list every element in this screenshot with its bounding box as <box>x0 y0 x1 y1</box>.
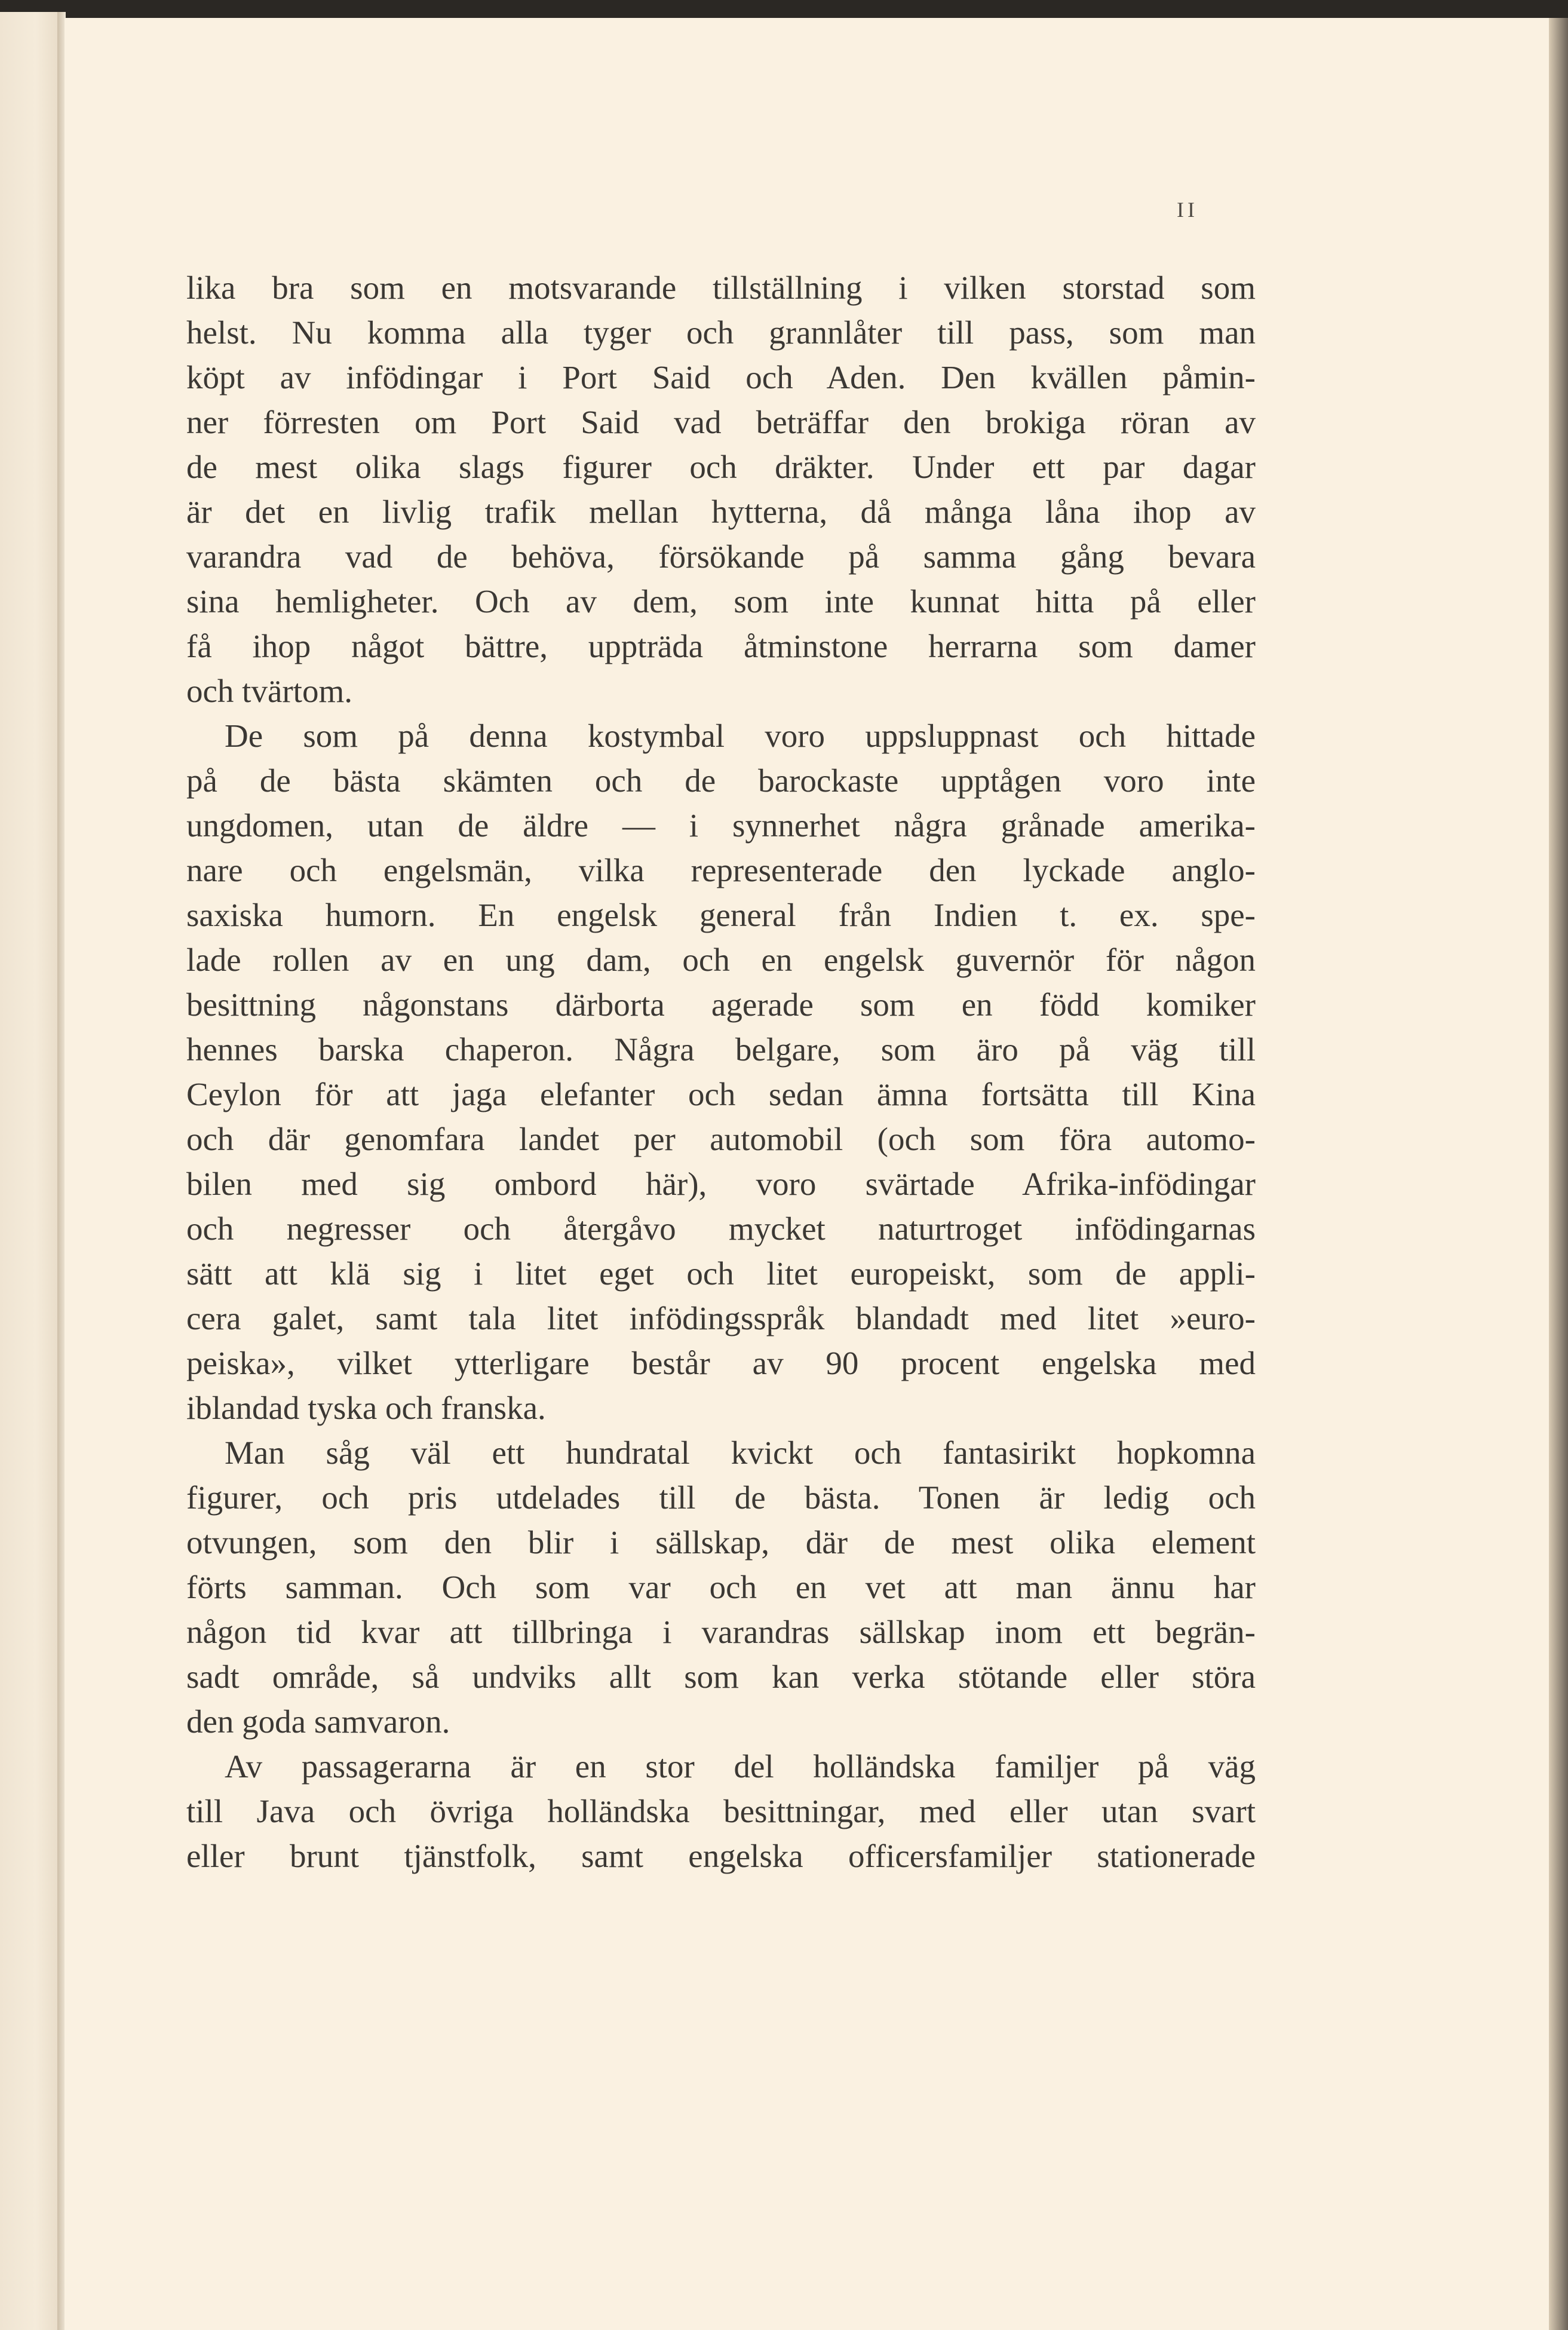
text-line: förts samman. Och som var och en vet att man ännu har <box>186 1569 1256 1605</box>
text-line: besittning någonstans därborta agerade som en född komiker <box>186 986 1256 1023</box>
text-line: lade rollen av en ung dam, och en engelsk guvernör för någon <box>186 942 1256 978</box>
text-line: Man såg väl ett hundratal kvickt och fantasirikt hopkomna <box>225 1434 1256 1471</box>
text-line: sina hemligheter. Och av dem, som inte kunnat hitta på eller <box>186 583 1256 620</box>
text-line: Av passagerarna är en stor del holländska familjer på väg <box>225 1748 1256 1785</box>
page-edge-shadow <box>1549 18 1568 2330</box>
text-line: cera galet, samt tala litet infödingsspråk blandadt med litet »euro- <box>186 1300 1256 1336</box>
text-line: De som på denna kostymbal voro uppsluppnast och hittade <box>225 718 1256 754</box>
text-line: är det en livlig trafik mellan hytterna, då många låna ihop av <box>186 493 1256 530</box>
text-line: köpt av infödingar i Port Said och Aden. Den kvällen påmin- <box>186 359 1256 396</box>
text-line: och där genomfara landet per automobil (och som föra automo- <box>186 1121 1256 1157</box>
text-line: iblandad tyska och franska. <box>186 1390 546 1426</box>
text-line: till Java och övriga holländska besittningar, med eller utan svart <box>186 1793 1256 1829</box>
text-line: ungdomen, utan de äldre — i synnerhet några grånade amerika- <box>186 807 1256 844</box>
left-page-edge <box>0 12 60 2330</box>
text-line: figurer, och pris utdelades till de bästa. Tonen är ledig och <box>186 1479 1256 1516</box>
text-line: lika bra som en motsvarande tillställning i vilken storstad som <box>186 269 1256 306</box>
text-line: och negresser och återgåvo mycket naturtroget infödingarnas <box>186 1210 1256 1247</box>
text-line: den goda samvaron. <box>186 1703 450 1740</box>
text-line: varandra vad de behöva, försökande på samma gång bevara <box>186 538 1256 575</box>
text-line: få ihop något bättre, uppträda åtminstone herrarna som damer <box>186 628 1256 664</box>
text-line: någon tid kvar att tillbringa i varandras sällskap inom ett begrän- <box>186 1614 1256 1650</box>
text-line: eller brunt tjänstfolk, samt engelska officersfamiljer stationerade <box>186 1838 1256 1874</box>
text-line: nare och engelsmän, vilka representerade den lyckade anglo- <box>186 852 1256 888</box>
text-line: ner förresten om Port Said vad beträffar den brokiga röran av <box>186 404 1256 440</box>
page-number: II <box>1177 198 1198 222</box>
text-line: peiska», vilket ytterligare består av 90 procent engelska med <box>186 1345 1256 1381</box>
text-line: helst. Nu komma alla tyger och grannlåter till pass, som man <box>186 314 1256 351</box>
text-line: Ceylon för att jaga elefanter och sedan ämna fortsätta till Kina <box>186 1076 1256 1112</box>
text-line: på de bästa skämten och de barockaste upptågen voro inte <box>186 762 1256 799</box>
text-line: saxiska humorn. En engelsk general från Indien t. ex. spe- <box>186 897 1256 933</box>
body-text <box>186 265 1256 1878</box>
text-line: och tvärtom. <box>186 673 352 709</box>
text-line: sadt område, så undviks allt som kan verka stötande eller störa <box>186 1658 1256 1695</box>
text-line: otvungen, som den blir i sällskap, där de mest olika element <box>186 1524 1256 1561</box>
text-line: sätt att klä sig i litet eget och litet europeiskt, som de appli- <box>186 1255 1256 1292</box>
text-line: bilen med sig ombord här), voro svärtade Afrika-infödingar <box>186 1166 1256 1202</box>
text-line: de mest olika slags figurer och dräkter. Under ett par dagar <box>186 449 1256 485</box>
text-line: hennes barska chaperon. Några belgare, som äro på väg till <box>186 1031 1256 1068</box>
